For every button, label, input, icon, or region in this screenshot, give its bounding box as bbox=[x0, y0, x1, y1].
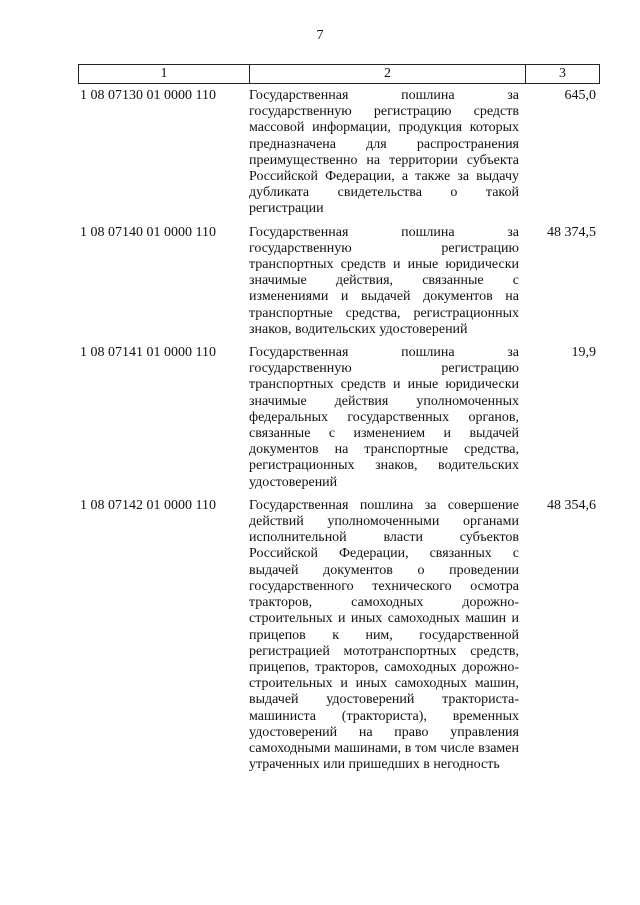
table-row bbox=[78, 88, 600, 218]
row-code: 1 08 07130 01 0000 110 bbox=[80, 88, 216, 103]
column-header-2: 2 bbox=[250, 65, 526, 83]
row-amount: 645,0 bbox=[564, 88, 596, 103]
row-description: Государственная пошлина за государственную регистрацию средств массовой информации, продукция которых предназначена для распространения преимущественно на территории субъекта Российской Федерации, а также за выдачу дубликата свидетельства о такой регистрации bbox=[249, 88, 519, 217]
row-code: 1 08 07140 01 0000 110 bbox=[80, 224, 216, 240]
row-amount: 19,9 bbox=[571, 345, 596, 361]
row-description: Государственная пошлина за государственную регистрацию транспортных средств и иные юридически значимые действия, связанные с изменениями и выдачей документов на транспортные средства, регистрационных знаков, водительских удостоверений bbox=[249, 224, 519, 337]
budget-code-table bbox=[78, 64, 600, 773]
row-amount: 48 374,5 bbox=[547, 224, 596, 240]
table-header-row bbox=[78, 64, 600, 84]
table-row bbox=[78, 498, 600, 773]
column-header-3: 3 bbox=[559, 66, 566, 81]
row-code: 1 08 07141 01 0000 110 bbox=[80, 345, 216, 361]
table-row bbox=[78, 345, 600, 491]
row-description: Государственная пошлина за совершение действий уполномоченными органами исполнительной власти субъектов Российской Федерации, связанных с выдачей документов о проведении государственного технического осмотра тракторов, самоходных дорожно-строительных и иных самоходных машин и прицепов к ним, государственной регистрацией мототранспортных средств, прицепов, тракторов, самоходных дорожно-строительных и иных самоходных машин, выдачей удостоверений тракториста-машиниста (тракториста), временных удостоверений на право управления самоходными машинами, в том числе взамен утраченных или пришедших в негодность bbox=[249, 497, 519, 773]
column-header-1: 1 bbox=[79, 65, 250, 83]
row-description: Государственная пошлина за государственную регистрацию транспортных средств и иные юридически значимые действия уполномоченных федеральных государственных органов, связанные с изменением и выдачей документов на транспортные средства, регистрационных знаков, водительских удостоверений bbox=[249, 345, 519, 490]
row-amount: 48 354,6 bbox=[547, 497, 596, 513]
table-row bbox=[78, 225, 600, 338]
row-code: 1 08 07142 01 0000 110 bbox=[80, 497, 216, 513]
page-number: 7 bbox=[316, 28, 324, 43]
